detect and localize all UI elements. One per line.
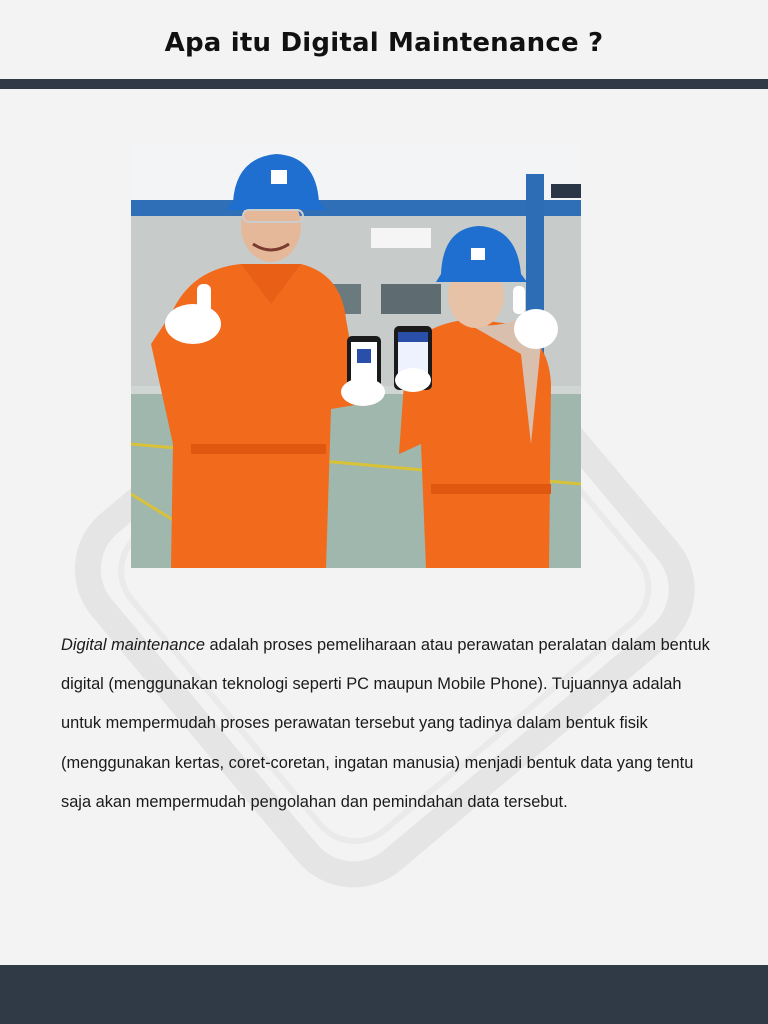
- description-paragraph: [61, 626, 711, 822]
- digital-maintenance-term: Digital maintenance: [61, 636, 205, 654]
- description-text: adalah proses pemeliharaan atau perawatan peralatan dalam bentuk digital (menggunakan teknologi seperti PC maupun Mobile Phone). Tujuannya adalah untuk mempermudah proses perawatan tersebut yang tadinya dalam bentuk fisik (menggunakan kertas, coret-coretan, ingatan manusia) menjadi bentuk data yang tentu saja akan mempermudah pengolahan dan pemindahan data tersebut.: [61, 636, 710, 811]
- page-header: [0, 0, 768, 78]
- header-divider-bar: [0, 79, 768, 89]
- workers-photo: [131, 144, 581, 568]
- page-title: Apa itu Digital Maintenance ?: [164, 28, 604, 58]
- footer-bar: [0, 965, 768, 1024]
